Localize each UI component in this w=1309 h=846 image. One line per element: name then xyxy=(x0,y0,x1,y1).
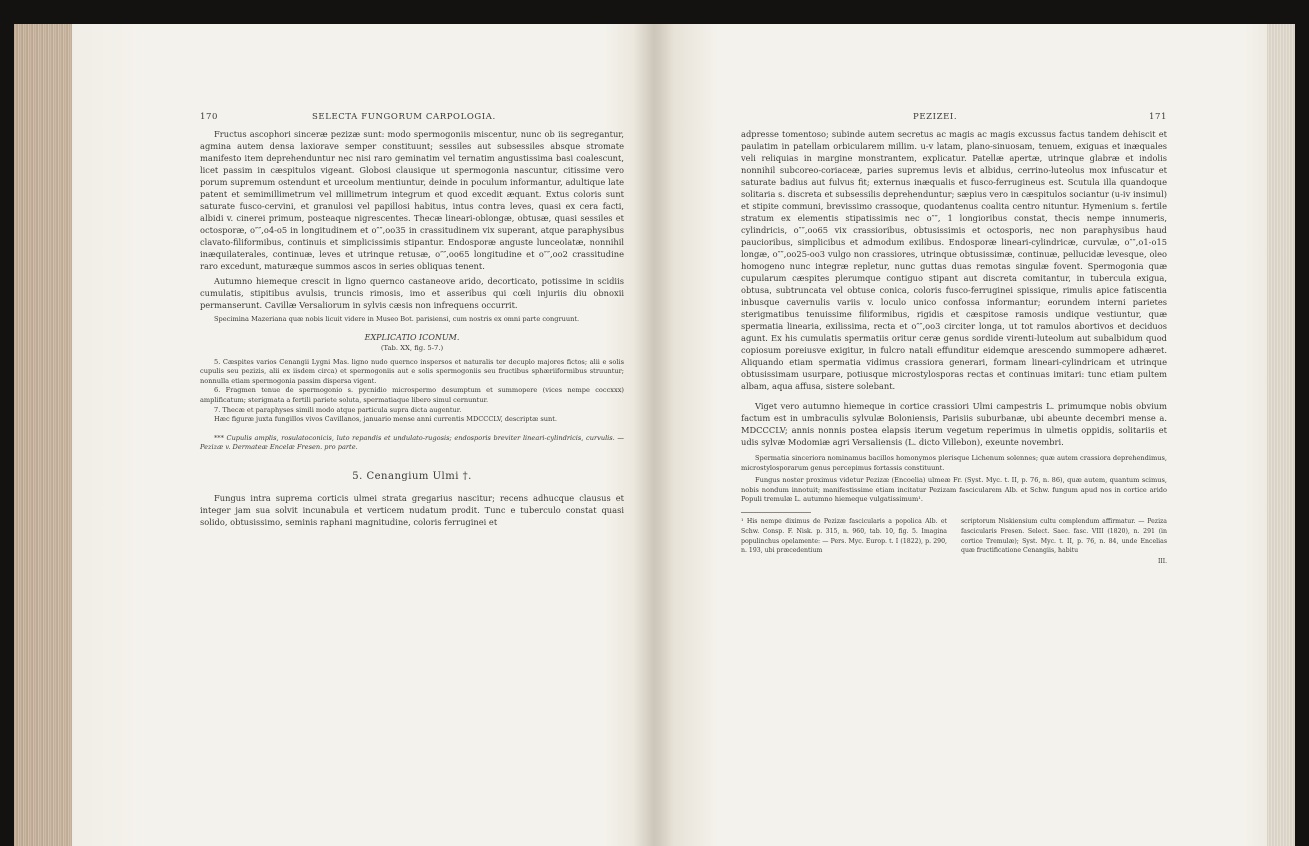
left-page-number: 170 xyxy=(200,112,219,122)
right-running-head: PEZIZEI. xyxy=(913,112,958,122)
synonymy-note: *** Cupulis amplis, rosulatoconicis, luto repandis et undulato-rugosis; endosporis breviter lineari-cylindricis, curvulis. — Pezizæ v. Dermateæ Encelæ Fresen. pro parte. xyxy=(200,433,624,452)
right-paragraph-4: Fungus noster proximus videtur Pezizæ (Encoelia) ulmeæ Fr. (Syst. Myc. t. II, p. 76, n. 86), quæ autem, quantum scimus, nobis nondum innotuit; manifestissime etiam incitatur Pezizam fascicularem Alb. et Schw. fungum apud nos in cortice arido Populi tremulæ L. autumno hiemeque vulgatissimum¹. xyxy=(741,476,1167,504)
footnote-column-right: scriptorum Niskiensium cultu complendum affirmatur. — Peziza fascicularis Fresen. Select. Saec. fasc. VIII (1820), n. 291 (in cortice Tremulæ); Syst. Myc. t. II, p. 76, n. 84, unde Encelias quæ fructificatione Cenangiis, habitu xyxy=(961,517,1167,555)
footnote-rule xyxy=(741,512,811,513)
figure-legend-6: 6. Fragmen tenue de spermogonio s. pycnidio microspermo desumptum et summopere (vices nempe coccxxx) amplificatum; sterigmata a fertili pariete soluta, spermatiaque libero simul cernuntur. xyxy=(200,386,624,404)
left-paragraph-4: Fungus intra suprema corticis ulmei strata gregarius nascitur; recens adhucque clausus et integer jam sua solvit incunabula et verticem nudatum prodit. Tunc e tuberculo constat quasi solido, obtusissimo, seminis raphani magnitudine, coloris ferruginei et xyxy=(200,492,624,527)
page-edges-right xyxy=(1267,24,1295,846)
left-paragraph-2: Autumno hiemeque crescit in ligno quernco castaneove arido, decorticato, potissime in scidiis cumulatis, stipitibus avulsis, truncis rimosis, imo et asseribus qui cœli injuriis diu obnoxii permanserunt. Cavillæ Versaliorum in sylvis cæsis non infrequens occurrit. xyxy=(200,276,624,310)
left-page-header xyxy=(200,112,624,128)
icon-plate-reference: (Tab. XX, fig. 5-7.) xyxy=(380,343,444,352)
page-edges-left xyxy=(14,24,72,846)
right-page xyxy=(741,24,1167,846)
figure-legend-5: 5. Cæspites varios Cenangii Lygni Mas. ligno nudo quernco inspersos et naturalis ter decuplo majores fictos; alii e solis cupulis seu pezizis, alii ex iisdem circa) et spermogoniis aut e solis spermogoniis seu fructibus sphæriiformibus struuntur; nonnulla etiam spermogonia passim dispersa vigent. xyxy=(200,357,624,385)
left-paragraph-1: Fructus ascophori sinceræ pezizæ sunt: modo spermogoniis miscentur, nunc ob iis segregantur, agmina autem densa laxiorave semper constituunt; sessiles aut subsessiles absque stromate manifesto item deprehenduntur nec nisi raro geminatim vel ternatim angustissima basi coalescunt, licet passim in cæspitulos vigeant. Globosi clausique ut spermogonia nascuntur, citissime vero porum supremum ostendunt et urceolum mentiuntur, deinde in poculum informantur, adultique late patent et semimillimetrum vel millimetrum integrum et quod excedit æquant. Extus coloris sunt saturate fusco-cervini, et granulosi vel papillosi habitus, intus contra leves, quasi ex cera facti, albidi v. cinerei primum, posteaque nigrescentes. Thecæ lineari-oblongæ, obtusæ, quasi sessiles et octosporæ, o″″,o4-o5 in longitudinem et o″″,oo35 in crassitudinem vix superant, atque paraphysibus clavato-filiformibus, continuis et simplicissimis stipantur. Endosporæ anguste lunceolatæ, nonnihil inæquilaterales, continuæ, leves et utrinque retusæ, o″″,oo65 longitudine et o″″,oo2 crassitudine raro excedunt, maturæque summos ascos in series obliquas tenent. xyxy=(200,129,624,271)
left-paragraph-3: Specimina Mazeriana quæ nobis licuit videre in Museo Bot. parisiensi, cum nostris ex omni parte congruunt. xyxy=(214,315,580,323)
signature-mark: III. xyxy=(1157,558,1167,566)
right-paragraph-3: Spermatia sinceriora nominamus bacillos homonymos plerisque Lichenum solennes; quæ autem crassiora deprehendimus, microstylosporarum genus percepimus fortassis constituunt. xyxy=(741,454,1167,472)
footnotes xyxy=(741,517,1167,556)
figure-legend-note: Hæc figuræ juxta fungillos vivos Cavillanos, januario mense anni currentis MDCCCLV, descriptæ sunt. xyxy=(214,415,558,424)
left-running-head: SELECTA FUNGORUM CARPOLOGIA. xyxy=(312,112,496,122)
book-spread xyxy=(14,24,1295,846)
right-page-number: 171 xyxy=(1148,112,1167,122)
right-paragraph-1: adpresse tomentoso; subinde autem secretus ac magis ac magis excussus factus tandem dehiscit et paulatim in patellam orbicularem millim. u-v latam, plano-sinuosam, tenuem, exiguas et inæquales veli reliquias in margine monstrantem, explicatur. Patellæ apertæ, utrinque glabræ et indolis nonnihil subcoreo-coriaceæ, paries supremus levis et albidus, cerrino-luteolus mox infuscatur et saturate badius aut fulvus fit; externus inæqualis et fusco-ferrugineus est. Scutula illa quandoque solitaria s. discreta et subsessilis deprehenduntur; sæpius vero in cæspitulos sociantur (u-iv insimul) et stipite communi, brevissimo crassoque, quodantenus coalita centro nituntur. Hymenium s. fertile stratum ex elementis stipatissimis nec o″″, 1 longioribus constat, thecis nempe innumeris, cylindricis, o″″,oo65 vix crassioribus, obtusissimis et octosporis, nec non paraphysibus haud paucioribus, simplicibus et admodum exilibus. Endosporæ lineari-cylindricæ, curvulæ, o″″,o1-o15 longæ, o″″,oo25-oo3 vulgo non crassiores, utrinque obtusissimæ, continuæ, pellucidæ levesque, oleo homogeno nunc integræ repletur, nunc guttas duas remotas singulæ fovent. Spermogonia quæ cupularum cæspites plerumque contiguo stipant aut discreta comitantur, in tubercula exigua, obtusa, subtruncata vel obtuse conica, coloris fusco-ferruginei spissique, rimulis apice fatiscentia inbusque cavernulis variis v. loculo unico confossa informantur; eorundem interni parietes sterigmatibus tenuissime filiformibus, rigidis et cæspitose ramosis undique vestiuntur, quæ spermatia linearia, exilissima, recta et o″″,oo3 circiter longa, ut tot ramulos abortivos et deciduos agunt. Ex his cumulatis spermatiis oritur ceræ genus sordide virenti-luteolum aut subalbidum quod copiosum poreiusve exigitur, in fulcro natali effunditur eidemque arescendo summopere adhæret. Aliquando etiam spermatia vidimus crassiora generari, formam lineari-cylindricam et utrinque obtusissimam usurpare, potiusque microstylosporas rectas et continuas imitari: tunc etiam pultem albam, aqua affusa, sistere solebant. xyxy=(741,129,1167,391)
section-title-cenangium-ulmi: 5. Cenangium Ulmi †. xyxy=(352,470,472,482)
footnote-column-left: ¹ His nempe diximus de Pezizæ fascicularis a popolica Alb. et Schw. Consp. F. Nisk. p. 315, n. 960, tab. 10, fig. 5. Imagina populinchus opelamente: — Pers. Myc. Europ. t. I (1822), p. 290, n. 193, ubi præcedentium xyxy=(741,517,947,555)
book-gutter xyxy=(634,24,674,846)
right-page-header xyxy=(741,112,1167,128)
left-page xyxy=(200,24,624,846)
right-paragraph-2: Viget vero autumno hiemeque in cortice crassiori Ulmi campestris L. primumque nobis obvium factum est in umbraculis sylvulæ Boloniensis, Parisiis suburbanæ, ubi abeunte decembri mense a. MDCCCLV; annis nonnis postea elapsis iterum vegetum reperimus in ulmetis oppidis, solitariis et udis sylvæ Modomiæ agri Versaliensis (L. dicto Villebon), exeunte novembri. xyxy=(741,401,1167,447)
icon-explanation-title: EXPLICATIO ICONUM. xyxy=(364,332,460,342)
figure-legend-7: 7. Thecæ et paraphyses simili modo atque particula supra dicta augentur. xyxy=(214,405,462,414)
